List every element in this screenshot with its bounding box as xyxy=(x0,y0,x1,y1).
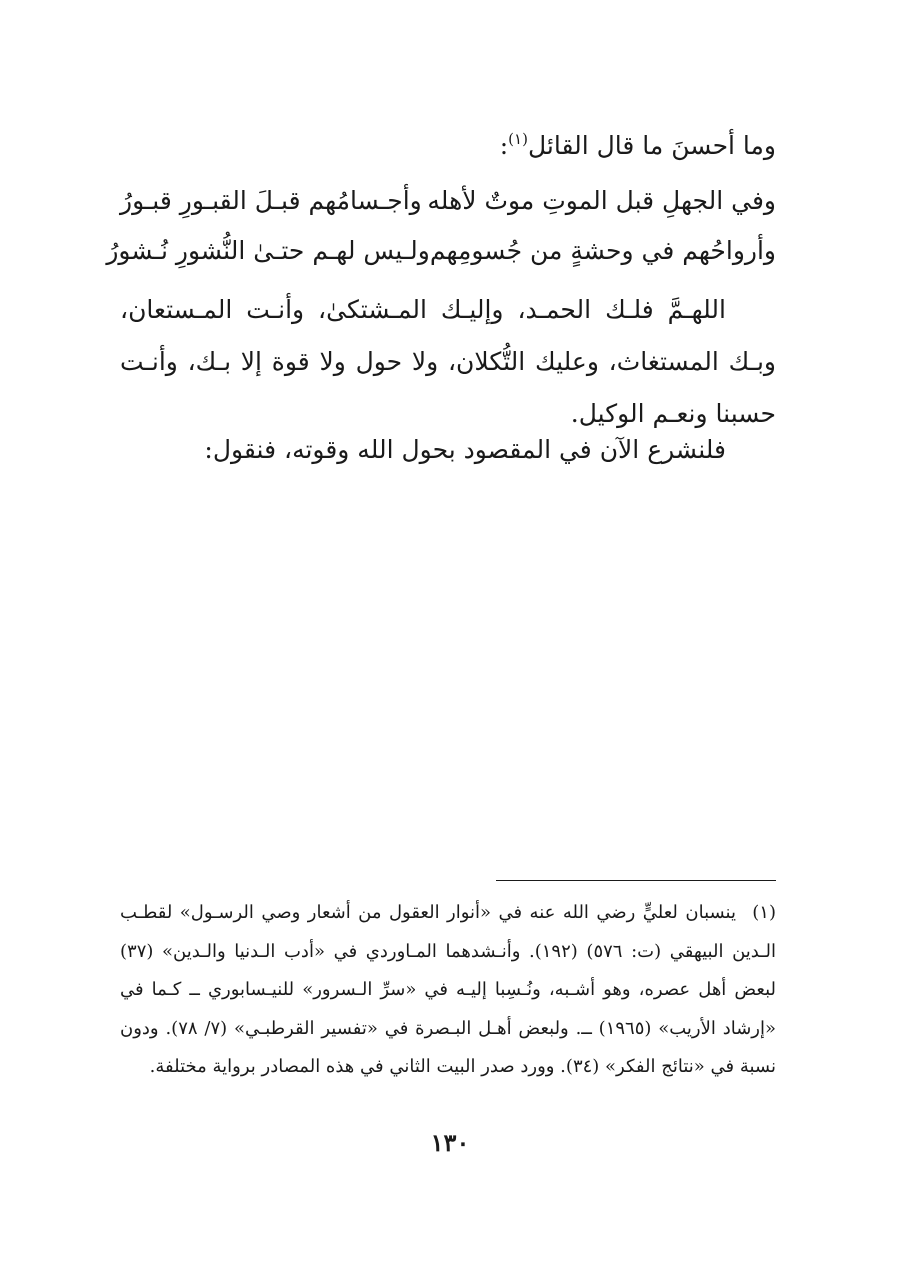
start-paragraph: فلنشرع الآن في المقصود بحول الله وقوته، فنقول: xyxy=(204,435,726,464)
verse-2-second-hemistich: ولـيس لهـم حتـىٰ النُّشورِ نُـشورُ xyxy=(106,236,430,265)
verse-1-second-hemistich: وأجـسامُهم قبـلَ القبـورِ قبـورُ xyxy=(120,186,422,215)
intro-colon: : xyxy=(499,131,509,160)
footnote xyxy=(120,894,776,1087)
footnote-divider xyxy=(496,880,776,881)
prayer-paragraph: اللهـمَّ فلـك الحمـد، وإليـك المـشتكىٰ، وأنـت المـستعان، وبـك المستغاث، وعليك التُّكلان، ولا حول ولا قوة إلا بـك، وأنـت حسبنا ونعـم الوكيل. xyxy=(120,295,776,428)
verse-2-first-hemistich: وأرواحُهم في وحشةٍ من جُسومِهم xyxy=(429,236,776,265)
footnote-reference[interactable]: (١) xyxy=(508,130,528,148)
footnote-marker: (١) xyxy=(752,902,776,923)
intro-line xyxy=(120,120,776,172)
poem xyxy=(106,176,776,276)
intro-text: وما أحسنَ ما قال القائل xyxy=(527,131,776,160)
footnote-text: ينسبان لعليٍّ رضي الله عنه في «أنوار العقول من أشعار وصي الرسـول» لقطـب الـدين البيهقي (ت: ٥٧٦) (١٩٢). وأنـشدهما المـاوردي في «أدب الـدنيا والـدين» (٣٧) لبعض أهل عصره، وهو أشـبه، ونُـسِبا إليـه في «سرِّ الـسرور» للنيـسابوري ــ كـما في «إرشاد الأريب» (١٩٦٥) ــ. ولبعض أهـل البـصرة في «تفسير القرطبـي» (٧/ ٧٨). ودون نسبة في «نتائج الفكر» (٣٤). وورد صدر البيت الثاني في هذه المصادر برواية مختلفة. xyxy=(120,902,776,1077)
verse-2 xyxy=(106,226,776,276)
verse-1 xyxy=(120,176,776,226)
page-number: ١٣٠ xyxy=(430,1128,470,1157)
verse-1-first-hemistich: وفي الجهلِ قبل الموتِ موتٌ لأهله xyxy=(427,186,776,215)
